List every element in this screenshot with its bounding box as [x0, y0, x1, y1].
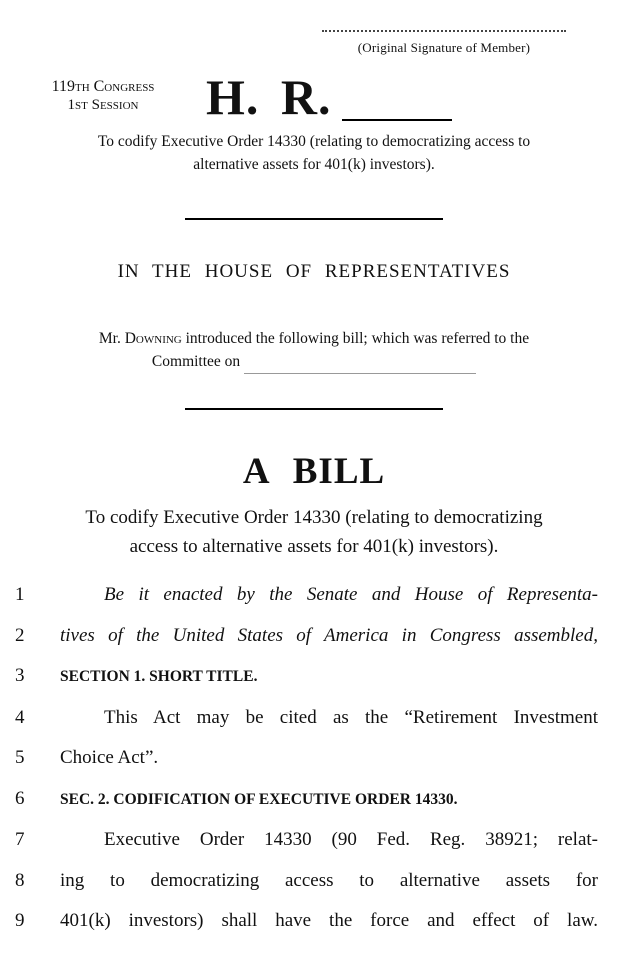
line-text: This Act may be cited as the “Retirement Investment	[104, 706, 598, 728]
divider-rule-top	[185, 218, 443, 220]
line-text: SECTION 1. SHORT TITLE.	[60, 668, 258, 685]
long-title-line1: To codify Executive Order 14330 (relating to democratizing	[85, 507, 543, 528]
line-text: Be it enacted by the Senate and House of Representa-	[104, 584, 598, 605]
committee-label: Committee on	[151, 353, 245, 370]
line-number: 8	[15, 869, 25, 891]
bill-line	[15, 828, 598, 852]
line-text: 401(k) investors) shall have the force and effect of law.	[60, 910, 598, 931]
line-number: 5	[15, 747, 25, 768]
sponsor-name: Downing	[124, 330, 182, 347]
signature-note: (Original Signature of Member)	[357, 40, 531, 55]
preamble-title-line1: To codify Executive Order 14330 (relating to democratizing access to	[97, 133, 531, 150]
divider-rule-bottom	[185, 408, 443, 410]
line-number: 2	[15, 624, 25, 646]
bill-heading: A BILL	[242, 451, 386, 492]
bill-type-label: H. R.	[206, 69, 332, 125]
line-number: 6	[15, 787, 25, 809]
sponsor-prefix: Mr.	[98, 330, 125, 347]
bill-line	[15, 583, 598, 607]
line-text: Choice Act”.	[60, 747, 159, 768]
preamble-title	[58, 130, 570, 176]
session-label: 1st Session	[67, 97, 139, 113]
line-text: Executive Order 14330 (90 Fed. Reg. 38921; relat-	[104, 829, 598, 850]
committee-name-blank	[244, 350, 476, 374]
line-number: 7	[15, 829, 25, 850]
introduction-line1-rest: introduced the following bill; which was referred to the	[181, 330, 530, 347]
bill-page	[0, 28, 628, 967]
line-number: 1	[15, 584, 25, 605]
bill-line	[15, 624, 598, 648]
bill-line	[15, 909, 598, 933]
preamble-title-line2: alternative assets for 401(k) investors).	[193, 156, 435, 173]
bill-body	[15, 583, 598, 933]
signature-block	[322, 28, 566, 56]
header-row	[0, 68, 628, 126]
congress-label: 119th Congress	[51, 78, 155, 95]
introduction-line1	[54, 327, 574, 350]
long-title-line2: access to alternative assets for 401(k) investors).	[129, 536, 499, 557]
bill-line	[15, 869, 598, 893]
long-title	[44, 503, 584, 561]
line-number: 4	[15, 706, 25, 728]
line-text: SEC. 2. CODIFICATION OF EXECUTIVE ORDER 14330.	[60, 790, 458, 808]
line-number: 3	[15, 665, 25, 686]
signature-dotted-line	[322, 28, 566, 32]
congress-session-block	[24, 68, 182, 115]
introduction-line2	[54, 350, 574, 374]
chamber-heading: IN THE HOUSE OF REPRESENTATIVES	[117, 261, 511, 282]
bill-line	[15, 706, 598, 730]
bill-line	[15, 746, 598, 770]
line-text: ing to democratizing access to alternative assets for	[60, 869, 598, 891]
line-number: 9	[15, 910, 25, 931]
line-text: tives of the United States of America in Congress assembled,	[60, 624, 598, 646]
bill-number-blank	[342, 101, 452, 121]
bill-number-block	[206, 68, 452, 126]
introduction-paragraph	[54, 327, 574, 374]
bill-line	[15, 664, 598, 689]
bill-line	[15, 787, 598, 812]
